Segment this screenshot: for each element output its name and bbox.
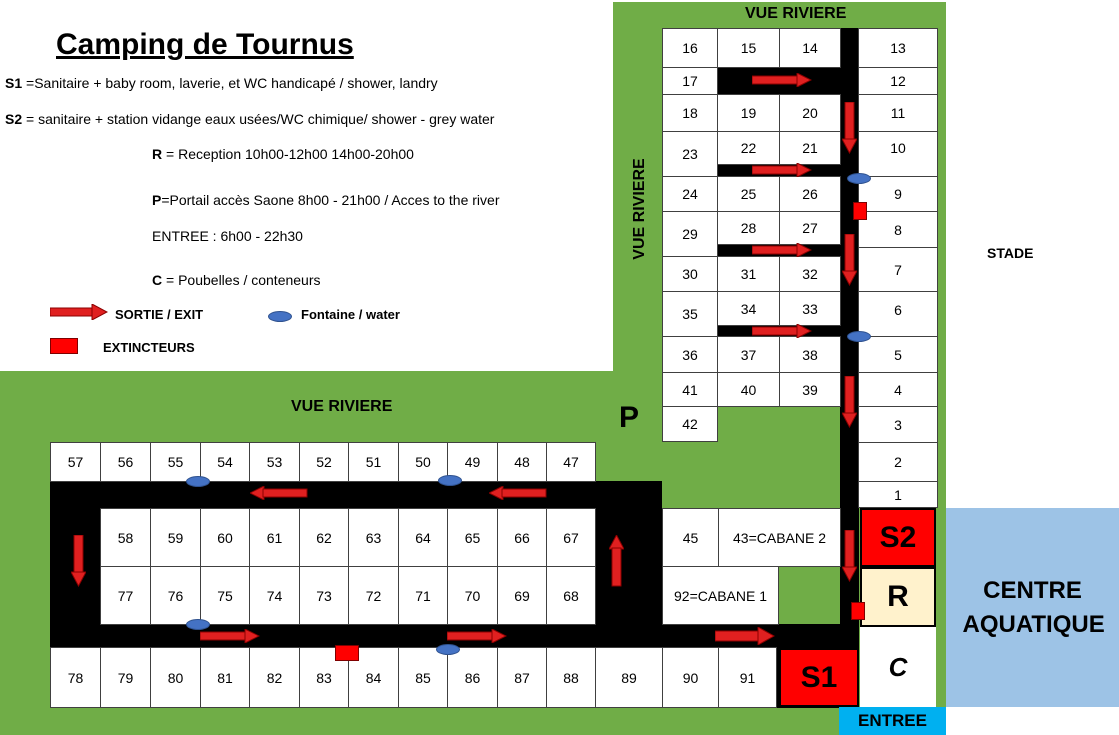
sanitary-s2-label: S2 [879, 520, 917, 554]
plot-73[interactable]: 73 [299, 566, 349, 625]
plot-49[interactable]: 49 [447, 442, 498, 482]
plot-31[interactable]: 31 [717, 256, 780, 292]
plot-45[interactable]: 45 [662, 508, 719, 567]
legend-extinguisher-icon [50, 338, 78, 354]
exit-arrow-icon [752, 243, 812, 257]
plot-84[interactable]: 84 [348, 647, 399, 708]
fountain-icon [186, 619, 210, 630]
plot-2[interactable]: 2 [858, 442, 938, 482]
legend-s1-key: S1 [5, 75, 23, 91]
exit-arrow-icon [752, 73, 812, 87]
plot-8[interactable]: 8 [858, 211, 938, 248]
plot-58[interactable]: 58 [100, 508, 151, 567]
plot-52[interactable]: 52 [299, 442, 349, 482]
plot-14[interactable]: 14 [779, 28, 841, 68]
plot-11[interactable]: 11 [858, 94, 938, 132]
exit-arrow-left-icon [489, 486, 547, 500]
plot-33[interactable]: 33 [779, 291, 841, 326]
plot-37[interactable]: 37 [717, 336, 780, 373]
plot-42[interactable]: 42 [662, 406, 718, 442]
plot-12[interactable]: 12 [858, 67, 938, 95]
plot-60[interactable]: 60 [200, 508, 250, 567]
plot-21[interactable]: 21 [779, 131, 841, 165]
containers-c[interactable] [860, 627, 936, 707]
plot-88[interactable]: 88 [546, 647, 596, 708]
plot-80[interactable]: 80 [150, 647, 201, 708]
fountain-icon [847, 173, 871, 184]
plot-41[interactable]: 41 [662, 372, 718, 407]
centre-aquatique [946, 508, 1119, 707]
fountain-icon [847, 331, 871, 342]
plot-1[interactable]: 1 [858, 481, 938, 508]
legend-exit-label: SORTIE / EXIT [115, 307, 204, 322]
plot-77[interactable]: 77 [100, 566, 151, 625]
exit-arrow-down-icon [842, 376, 857, 428]
legend-fountain-icon [268, 311, 292, 322]
plot-68[interactable]: 68 [546, 566, 596, 625]
plot-38[interactable]: 38 [779, 336, 841, 373]
plot-51[interactable]: 51 [348, 442, 399, 482]
plot-59[interactable]: 59 [150, 508, 201, 567]
legend-s2 [5, 111, 494, 127]
road-loop-right [596, 481, 662, 648]
plot-83[interactable]: 83 [299, 647, 349, 708]
plot-53[interactable]: 53 [249, 442, 300, 482]
plot-29[interactable]: 29 [662, 211, 718, 257]
legend-entree: ENTREE : 6h00 - 22h30 [152, 228, 303, 244]
legend-r-text: = Reception 10h00-12h00 14h00-20h00 [162, 146, 414, 162]
legend-c [152, 272, 321, 288]
plot-48[interactable]: 48 [497, 442, 547, 482]
plot-57[interactable]: 57 [50, 442, 101, 482]
exit-arrow-down-icon [71, 535, 86, 587]
plot-55[interactable]: 55 [150, 442, 201, 482]
legend-s2-text: = sanitaire + station vidange eaux usées/WC chimique/ shower - grey water [22, 111, 495, 127]
sanitary-s2[interactable] [860, 508, 936, 567]
legend-p-text: =Portail accès Saone 8h00 - 21h00 / Acces to the river [161, 192, 500, 208]
plot-62[interactable]: 62 [299, 508, 349, 567]
road-loop-top [50, 481, 662, 509]
sanitary-s1-label: S1 [800, 660, 838, 694]
plot-78[interactable]: 78 [50, 647, 101, 708]
plot-16[interactable]: 16 [662, 28, 718, 68]
plot-79[interactable]: 79 [100, 647, 151, 708]
plot-66[interactable]: 66 [497, 508, 547, 567]
cabane-1[interactable]: 92=CABANE 1 [662, 566, 779, 625]
plot-89[interactable]: 89 [595, 647, 663, 708]
legend-r [152, 146, 414, 162]
plot-10[interactable]: 10 [858, 131, 938, 177]
plot-36[interactable]: 36 [662, 336, 718, 373]
exit-arrow-icon [447, 629, 507, 643]
plot-5[interactable]: 5 [858, 336, 938, 373]
plot-54[interactable]: 54 [200, 442, 250, 482]
page-title: Camping de Tournus [56, 28, 354, 61]
plot-72[interactable]: 72 [348, 566, 399, 625]
plot-85[interactable]: 85 [398, 647, 448, 708]
extinguisher-icon [853, 202, 867, 220]
sanitary-s1[interactable] [779, 648, 859, 707]
centre-aquatique-label: CENTRE AQUATIQUE [962, 576, 1105, 638]
plot-26[interactable]: 26 [779, 176, 841, 212]
exit-arrow-left-icon [250, 486, 308, 500]
legend-s2-key: S2 [5, 111, 23, 127]
vue-riviere-top: VUE RIVIERE [745, 5, 847, 22]
plot-20[interactable]: 20 [779, 94, 841, 132]
plot-87[interactable]: 87 [497, 647, 547, 708]
reception-r[interactable] [860, 567, 936, 627]
plot-34[interactable]: 34 [717, 291, 780, 326]
plot-13[interactable]: 13 [858, 28, 938, 68]
entrance[interactable] [839, 707, 946, 735]
plot-67[interactable]: 67 [546, 508, 596, 567]
extinguisher-icon [335, 645, 359, 661]
exit-arrow-down-icon [842, 234, 857, 286]
plot-19[interactable]: 19 [717, 94, 780, 132]
plot-64[interactable]: 64 [398, 508, 448, 567]
legend-c-text: = Poubelles / conteneurs [162, 272, 321, 288]
vue-riviere-bottom: VUE RIVIERE [291, 398, 393, 415]
fountain-icon [186, 476, 210, 487]
exit-arrow-up-icon [609, 535, 624, 587]
plot-40[interactable]: 40 [717, 372, 780, 407]
plot-47[interactable]: 47 [546, 442, 596, 482]
plot-18[interactable]: 18 [662, 94, 718, 132]
plot-39[interactable]: 39 [779, 372, 841, 407]
plot-9[interactable]: 9 [858, 176, 938, 212]
legend-p [152, 192, 500, 208]
exit-arrow-icon [715, 627, 775, 645]
plot-69[interactable]: 69 [497, 566, 547, 625]
plot-25[interactable]: 25 [717, 176, 780, 212]
plot-17[interactable]: 17 [662, 67, 718, 95]
plot-22[interactable]: 22 [717, 131, 780, 165]
plot-56[interactable]: 56 [100, 442, 151, 482]
plot-71[interactable]: 71 [398, 566, 448, 625]
plot-90[interactable]: 90 [662, 647, 719, 708]
plot-65[interactable]: 65 [447, 508, 498, 567]
plot-6[interactable]: 6 [858, 291, 938, 337]
containers-label: C [888, 651, 908, 682]
exit-arrow-icon [752, 324, 812, 338]
plot-3[interactable]: 3 [858, 406, 938, 443]
plot-76[interactable]: 76 [150, 566, 201, 625]
entrance-label: ENTREE [858, 711, 927, 730]
plot-32[interactable]: 32 [779, 256, 841, 292]
exit-arrow-down-icon [842, 530, 857, 582]
plot-74[interactable]: 74 [249, 566, 300, 625]
plot-82[interactable]: 82 [249, 647, 300, 708]
legend-c-key: C [152, 272, 163, 288]
vue-riviere-side: VUE RIVIERE [631, 158, 648, 260]
legend-extinguisher-label: EXTINCTEURS [103, 340, 195, 355]
exit-arrow-icon [200, 629, 260, 643]
plot-91[interactable]: 91 [718, 647, 777, 708]
plot-24[interactable]: 24 [662, 176, 718, 212]
plot-27[interactable]: 27 [779, 211, 841, 245]
plot-63[interactable]: 63 [348, 508, 399, 567]
fountain-icon [438, 475, 462, 486]
legend-p-key: P [152, 192, 162, 208]
exit-arrow-down-icon [842, 102, 857, 154]
plot-61[interactable]: 61 [249, 508, 300, 567]
legend-s1 [5, 75, 438, 91]
legend-s1-text: =Sanitaire + baby room, laverie, et WC handicapé / shower, landry [22, 75, 438, 91]
stade-label: STADE [987, 245, 1034, 261]
plot-4[interactable]: 4 [858, 372, 938, 407]
plot-81[interactable]: 81 [200, 647, 250, 708]
plot-86[interactable]: 86 [447, 647, 498, 708]
fountain-icon [436, 644, 460, 655]
legend-r-key: R [152, 146, 163, 162]
plot-28[interactable]: 28 [717, 211, 780, 245]
plot-7[interactable]: 7 [858, 247, 938, 292]
plot-35[interactable]: 35 [662, 291, 718, 337]
gate-p-label: P [619, 401, 640, 434]
legend-exit-arrow-icon [50, 304, 108, 320]
legend-fountain-label: Fontaine / water [301, 307, 400, 322]
cabane-2[interactable]: 43=CABANE 2 [718, 508, 841, 567]
plot-70[interactable]: 70 [447, 566, 498, 625]
plot-50[interactable]: 50 [398, 442, 448, 482]
extinguisher-icon [851, 602, 865, 620]
exit-arrow-icon [752, 163, 812, 177]
reception-label: R [887, 580, 909, 613]
plot-23[interactable]: 23 [662, 131, 718, 177]
plot-30[interactable]: 30 [662, 256, 718, 292]
plot-15[interactable]: 15 [717, 28, 780, 68]
plot-75[interactable]: 75 [200, 566, 250, 625]
